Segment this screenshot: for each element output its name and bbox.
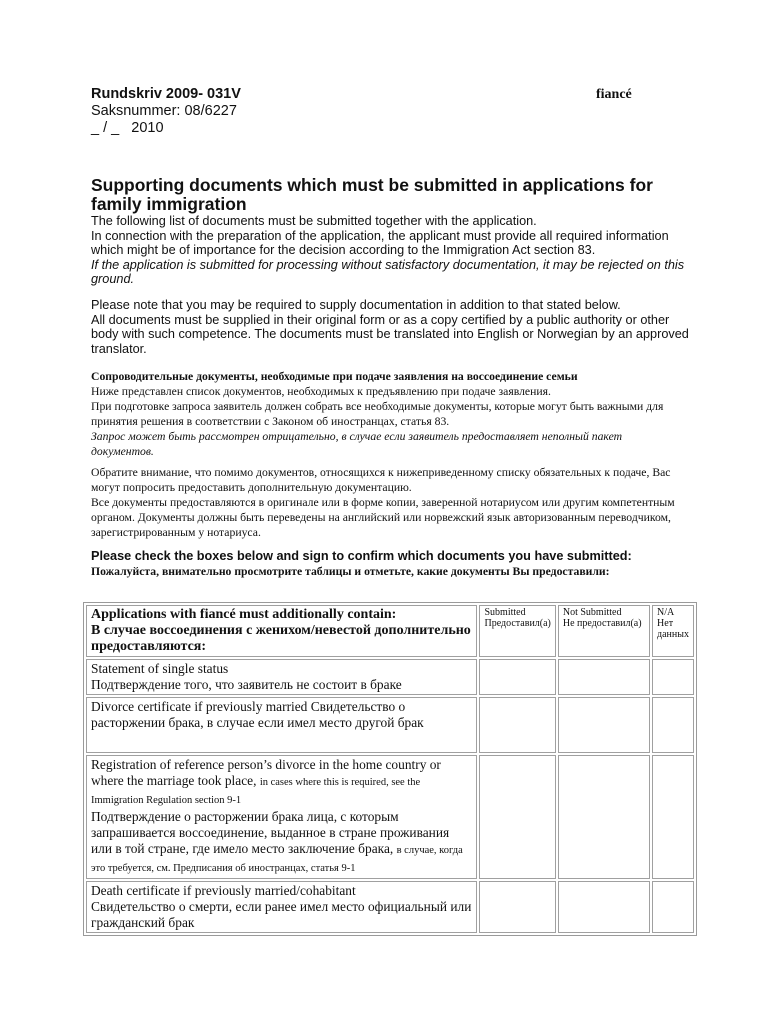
note-line: All documents must be supplied in their original form or as a copy certified by a public authority or other body with such competence. The documents must be translated into English or Norwegian by an approved translator. (91, 312, 689, 356)
intro-text (91, 214, 691, 287)
na-checkbox[interactable] (652, 755, 694, 879)
russian-note (91, 465, 681, 540)
russian-warning: Запрос может быть рассмотрен отрицательно, в случае если заявитель предоставляет неполный пакет документов. (91, 430, 623, 459)
header-submitted (479, 605, 555, 657)
not-submitted-checkbox[interactable] (558, 659, 650, 695)
header-not-submitted-ru: Не предоставил(а) (562, 618, 642, 629)
submitted-checkbox[interactable] (479, 755, 555, 879)
russian-heading: Сопроводительные документы, необходимые при подаче заявления на воссоединение семьи (91, 370, 578, 383)
row-label-en-small: in cases where this is required, see the Immigration Regulation section 9-1 (91, 777, 421, 806)
na-checkbox[interactable] (652, 881, 694, 933)
header-submitted-label: Submitted Предоставил(а) (484, 607, 551, 629)
documents-table (83, 602, 697, 936)
row-label-ru (91, 809, 472, 877)
circular-reference: Rundskriv 2009- 031V (91, 86, 241, 102)
intro-line: The following list of documents must be submitted together with the application. (91, 214, 537, 228)
russian-note-line: Все документы предоставляются в оригинале или в форме копии, заверенной нотариусом или другим компетентным органом. Документы должны быть переведены на английский или норвежский язык авторизованным переводчиком, зарегистрированным у нотариуса. (91, 496, 675, 540)
row-label-en: Statement of single status (91, 661, 229, 676)
not-submitted-checkbox[interactable] (558, 755, 650, 879)
row-label-en (91, 757, 472, 809)
row-label (86, 755, 477, 879)
table-row (86, 697, 694, 753)
russian-line: Ниже представлен список документов, необходимых к предъявлению при подаче заявления. (91, 385, 551, 399)
note-text (91, 298, 691, 356)
application-type: fiancé (596, 87, 632, 102)
row-label-en: Divorce certificate if previously married Свидетельство о расторжении брака, в случае если имел место другой брак (91, 699, 424, 730)
row-label-en-main: Registration of reference person’s divorce in the home country or where the marriage took place, (91, 757, 441, 788)
table-header-row (86, 605, 694, 657)
row-label (86, 659, 477, 695)
row-label (86, 697, 477, 753)
page-title: Supporting documents which must be submitted in applications for family immigration (91, 175, 653, 214)
row-label-ru: Подтверждение того, что заявитель не состоит в браке (91, 677, 402, 692)
header-label-en: Applications with fiancé must additionally contain: (91, 607, 397, 622)
russian-line: При подготовке запроса заявитель должен собрать все необходимые документы, которые могут быть важными для принятия решения в соответствии с Законом об иностранцах, статья 83. (91, 400, 664, 429)
header-not-submitted-en: Not Submitted (562, 607, 622, 618)
case-number: Saksnummer: 08/6227 (91, 103, 237, 119)
header-na-label: N/A Нет данных (657, 607, 689, 640)
row-label-en: Death certificate if previously married/cohabitant (91, 883, 356, 898)
intro-line: In connection with the preparation of the application, the applicant must provide all required information which might be of importance for the decision according to the Immigration Act section 83. (91, 228, 669, 258)
row-label-ru-small: в случае, когда это требуется, см. Предписания об иностранцах, статья 9-1 (91, 845, 463, 874)
table-row (86, 755, 694, 879)
instructions-en: Please check the boxes below and sign to confirm which documents you have submitted: (91, 549, 632, 563)
row-label-ru-main: Подтверждение о расторжении брака лица, с которым запрашивается воссоединение, выданное в стране проживания или в той стране, где имело место заключение брака, (91, 809, 450, 856)
table-row (86, 881, 694, 933)
submitted-checkbox[interactable] (479, 881, 555, 933)
header-na (652, 605, 694, 657)
note-line: Please note that you may be required to supply documentation in addition to that stated below. (91, 298, 621, 312)
header-label-ru: В случае воссоединения с женихом/невестой дополнительно предоставляются: (91, 623, 471, 654)
instructions-ru: Пожалуйста, внимательно просмотрите таблицы и отметьте, какие документы Вы предоставили: (91, 565, 610, 578)
na-checkbox[interactable] (652, 659, 694, 695)
row-label (86, 881, 477, 933)
russian-note-line: Обратите внимание, что помимо документов, относящихся к нижеприведенному списку обязательных к подаче, Вас могут попросить предоставить дополнительную документацию. (91, 466, 671, 495)
not-submitted-checkbox[interactable] (558, 697, 650, 753)
row-label-ru: Свидетельство о смерти, если ранее имел место официальный или гражданский брак (91, 899, 472, 930)
header-not-submitted (558, 605, 650, 657)
russian-intro (91, 369, 681, 460)
table-header-label (86, 605, 477, 657)
intro-warning: If the application is submitted for processing without satisfactory documentation, it may be rejected on this ground. (91, 257, 685, 287)
na-checkbox[interactable] (652, 697, 694, 753)
table-row (86, 659, 694, 695)
date-field: _ / _ 2010 (91, 120, 164, 136)
submitted-checkbox[interactable] (479, 697, 555, 753)
submitted-checkbox[interactable] (479, 659, 555, 695)
not-submitted-checkbox[interactable] (558, 881, 650, 933)
